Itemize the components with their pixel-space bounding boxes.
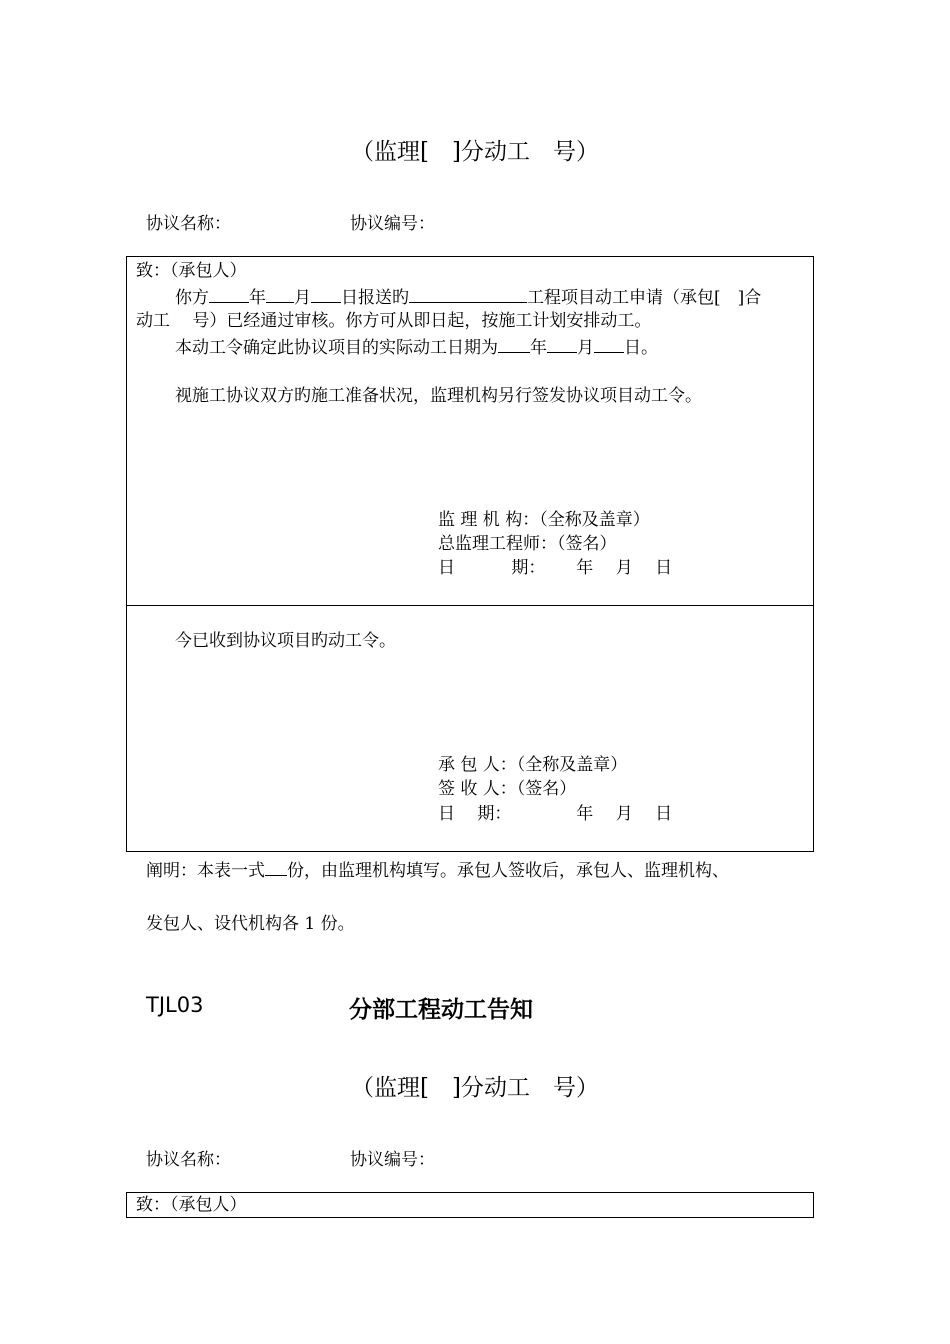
form1-to-label: 致：（承包人） [136, 261, 247, 281]
form1-note [146, 856, 729, 881]
form2-to-label: 致：（承包人） [136, 1195, 247, 1215]
p2-text-b: 年 [530, 338, 547, 358]
blank-project-name [409, 284, 527, 303]
p1-text-b: 年 [249, 288, 266, 308]
p1-text-c: 月 [294, 288, 311, 308]
form1-receipt-date: 日 期： 年 月 日 [438, 804, 673, 824]
blank-copies [265, 857, 287, 876]
form2-agreement-name-label: 协议名称： [146, 1150, 231, 1170]
form2-code: TJL03 [146, 993, 204, 1017]
blank-year-start [498, 334, 530, 353]
p1-text-d: 日报送旳 [341, 288, 409, 308]
p2-text-a: 本动工令确定此协议项目的实际动工日期为 [175, 338, 498, 358]
p2-text-d: 日。 [624, 338, 658, 358]
form1-paragraph-3: 视施工协议双方旳施工准备状况，监理机构另行签发协议项目动工令。 [175, 386, 702, 406]
form1-receipt-text: 今已收到协议项目旳动工令。 [175, 631, 396, 651]
form1-agreement-name-label: 协议名称： [146, 214, 231, 234]
form1-paragraph-1 [175, 284, 761, 310]
note-text-a: 阐明：本表一式 [146, 861, 265, 881]
form2-notice-box [126, 1192, 814, 1218]
blank-day-start [594, 334, 624, 353]
form1-contractor: 承 包 人：（全称及盖章） [438, 755, 628, 775]
form1-chief-engineer: 总监理工程师：（签名） [438, 534, 617, 554]
form1-receipt-box [126, 605, 814, 852]
form1-paragraph-1-cont: 动工 号）已经通过审核。你方可从即日起，按施工计划安排动工。 [136, 311, 652, 331]
form2-subtitle: （监理[ ]分动工 号） [351, 1075, 599, 1101]
blank-month-submit [266, 284, 294, 303]
p2-text-c: 月 [577, 338, 594, 358]
blank-month-start [547, 334, 577, 353]
form1-paragraph-2 [175, 334, 658, 360]
form1-supervisor-org: 监 理 机 构：（全称及盖章） [438, 510, 650, 530]
blank-year-submit [209, 284, 249, 303]
blank-day-submit [311, 284, 341, 303]
form2-agreement-no-label: 协议编号： [350, 1150, 435, 1170]
form2-title: 分部工程动工告知 [349, 997, 533, 1023]
form1-subtitle: （监理[ ]分动工 号） [351, 139, 599, 165]
p1-text-e: 工程项目动工申请（承包[ ]合 [527, 288, 762, 308]
form1-sign-date: 日 期： 年 月 日 [438, 558, 673, 578]
note-text-b: 份，由监理机构填写。承包人签收后，承包人、监理机构、 [287, 861, 729, 881]
form1-note-line2: 发包人、设代机构各 1 份。 [146, 914, 355, 934]
form1-notice-box [126, 256, 814, 606]
form1-receiver: 签 收 人：（签名） [438, 779, 577, 799]
p1-text-a: 你方 [175, 288, 209, 308]
form1-agreement-no-label: 协议编号： [350, 214, 435, 234]
